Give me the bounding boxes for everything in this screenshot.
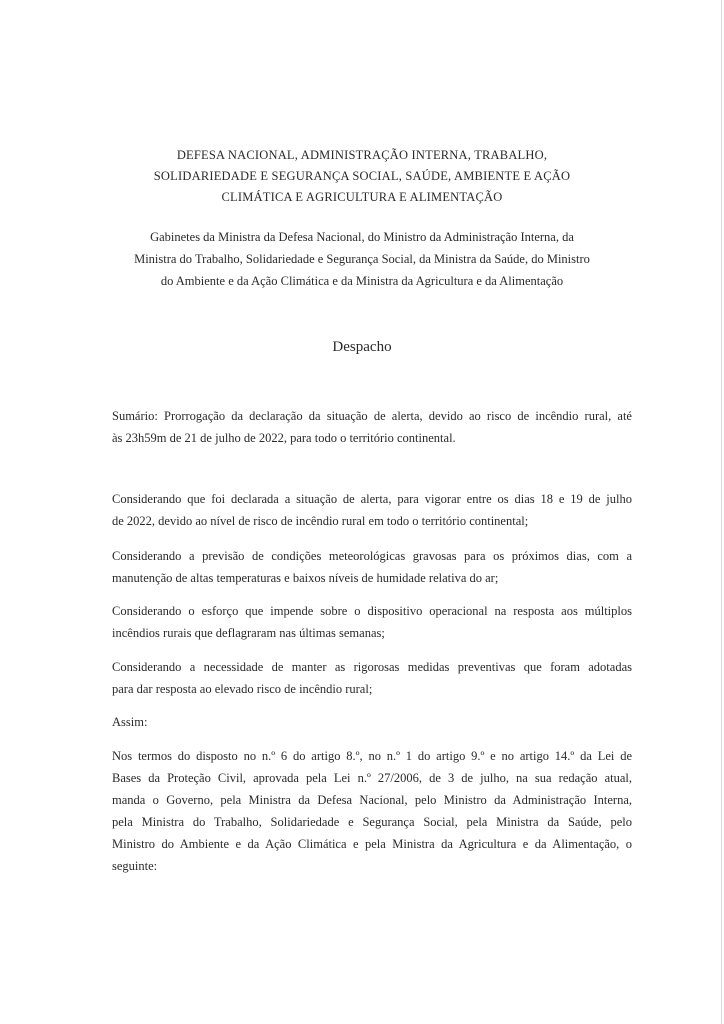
summary-paragraph xyxy=(112,405,632,449)
consideration-line: Considerando o esforço que impende sobre o dispositivo operacional na resposta aos múltiplos xyxy=(112,604,632,618)
consideration-paragraph xyxy=(112,545,632,589)
ministries-heading-line: DEFESA NACIONAL, ADMINISTRAÇÃO INTERNA, TRABALHO, xyxy=(176,148,548,162)
consideration-line: Considerando a previsão de condições meteorológicas gravosas para os próximos dias, com a xyxy=(112,549,632,563)
terms-line: seguinte: xyxy=(112,859,158,873)
offices-subheading xyxy=(80,226,644,292)
consideration-line: incêndios rurais que deflagraram nas últimas semanas; xyxy=(112,626,385,640)
ministries-heading xyxy=(90,145,634,208)
terms-line: pela Ministra do Trabalho, Solidariedade e Segurança Social, pela Ministra da Saúde, pelo xyxy=(112,815,632,829)
terms-line: Bases da Proteção Civil, aprovada pela Lei n.º 27/2006, de 3 de julho, na sua redação atual, xyxy=(112,771,632,785)
consideration-line: Considerando a necessidade de manter as rigorosas medidas preventivas que foram adotadas xyxy=(112,660,632,674)
consideration-line: manutenção de altas temperaturas e baixos níveis de humidade relativa do ar; xyxy=(112,571,499,585)
ministries-heading-line: SOLIDARIEDADE E SEGURANÇA SOCIAL, SAÚDE, AMBIENTE E AÇÃO xyxy=(153,169,571,183)
terms-line: Ministro do Ambiente e da Ação Climática e pela Ministra da Agricultura e da Alimentação, o xyxy=(112,837,632,851)
offices-subheading-line: do Ambiente e da Ação Climática e da Ministra da Agricultura e da Alimentação xyxy=(160,274,564,288)
consideration-line: Considerando que foi declarada a situação de alerta, para vigorar entre os dias 18 e 19 de julho xyxy=(112,492,632,506)
offices-subheading-line: Ministra do Trabalho, Solidariedade e Segurança Social, da Ministra da Saúde, do Ministro xyxy=(134,252,590,266)
assim-paragraph xyxy=(112,711,632,733)
consideration-paragraph xyxy=(112,600,632,644)
offices-subheading-line: Gabinetes da Ministra da Defesa Nacional, do Ministro da Administração Interna, da xyxy=(150,230,574,244)
scan-edge-line xyxy=(721,0,722,1024)
ministries-heading-line: CLIMÁTICA E AGRICULTURA E ALIMENTAÇÃO xyxy=(221,190,503,204)
terms-line: Nos termos do disposto no n.º 6 do artigo 8.º, no n.º 1 do artigo 9.º e no artigo 14.º da Lei de xyxy=(112,749,632,763)
consideration-line: de 2022, devido ao nível de risco de incêndio rural em todo o território continental; xyxy=(112,514,529,528)
document-title: Despacho xyxy=(332,339,392,355)
terms-paragraph xyxy=(112,745,632,877)
consideration-line: para dar resposta ao elevado risco de incêndio rural; xyxy=(112,682,373,696)
consideration-paragraph xyxy=(112,656,632,700)
terms-line: manda o Governo, pela Ministra da Defesa Nacional, pelo Ministro da Administração Interna, xyxy=(112,793,632,807)
summary-line: às 23h59m de 21 de julho de 2022, para todo o território continental. xyxy=(112,431,456,445)
assim-text: Assim: xyxy=(112,715,148,729)
summary-line: Sumário: Prorrogação da declaração da situação de alerta, devido ao risco de incêndio rural, até xyxy=(112,409,632,423)
consideration-paragraph xyxy=(112,488,632,532)
